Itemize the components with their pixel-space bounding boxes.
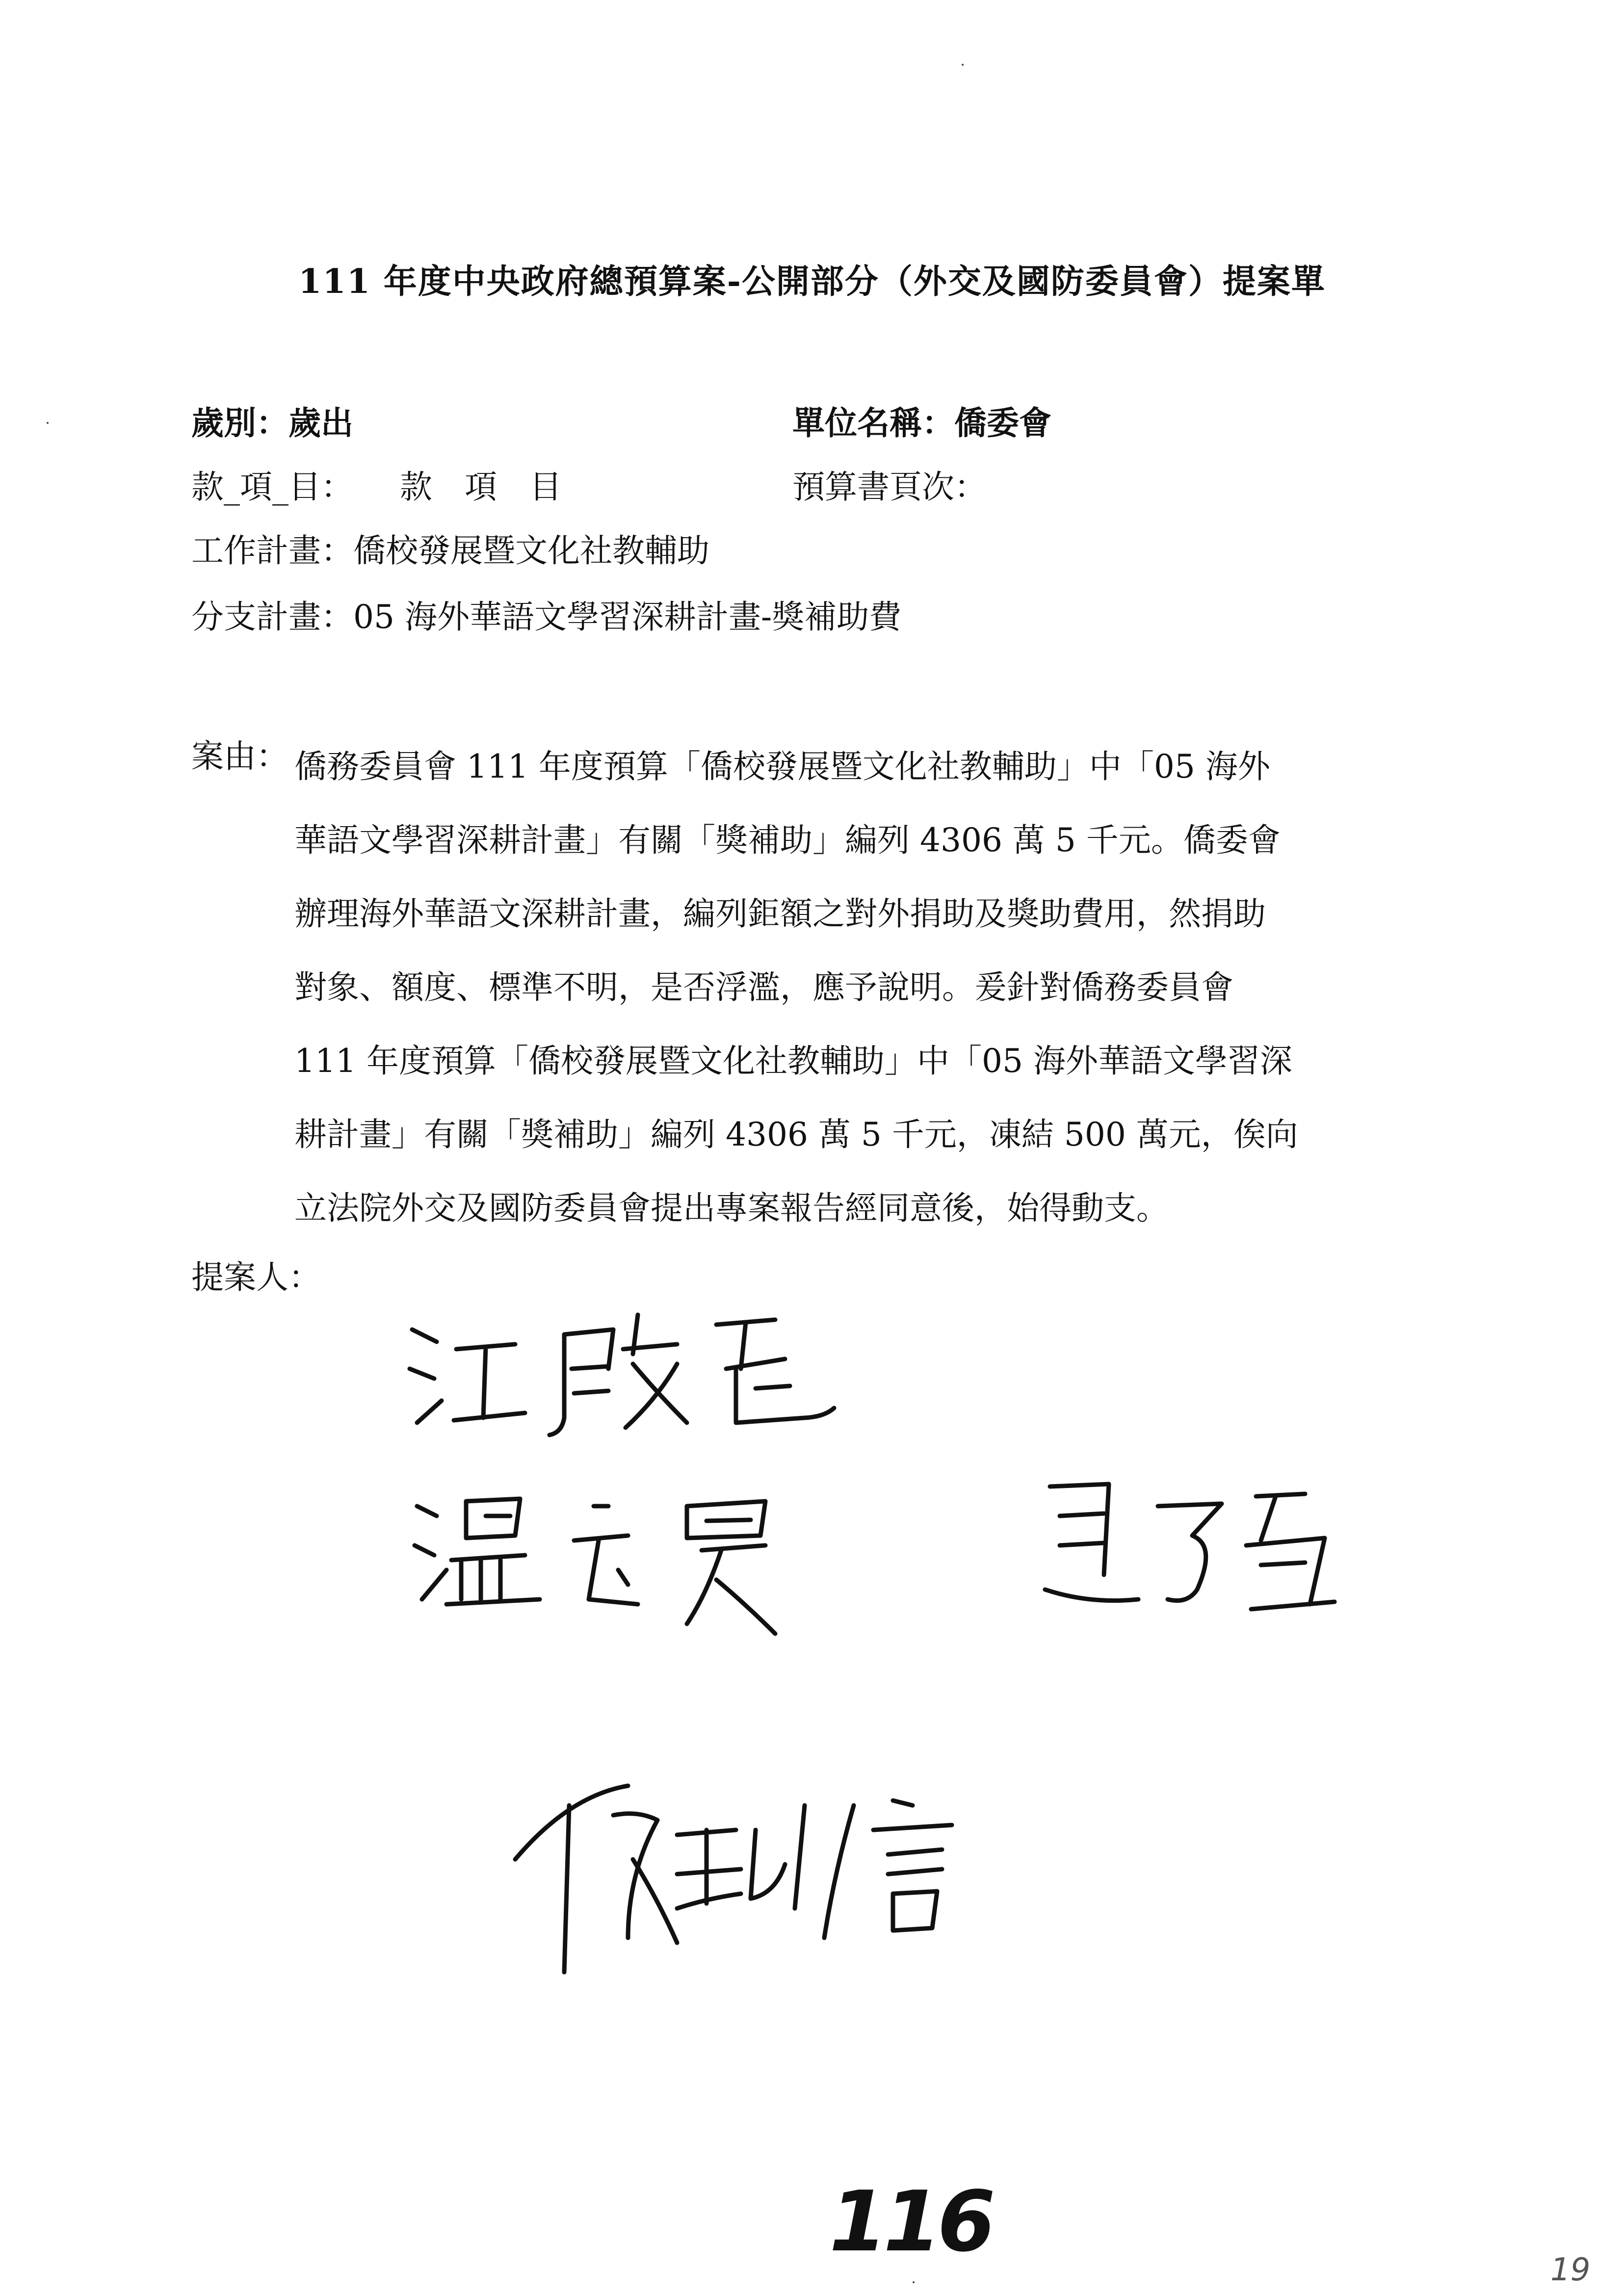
kxm-value: 款 項 目	[400, 468, 562, 506]
proposer-label: 提案人：	[191, 1258, 321, 1296]
kxm-label: 款_項_目：	[191, 468, 353, 506]
sub-plan-field: 分支計畫：05 海外華語文學習深耕計畫-獎補助費	[191, 598, 902, 636]
work-plan-field: 工作計畫：僑校發展暨文化社教輔助	[191, 532, 709, 570]
scan-speck	[962, 64, 964, 66]
signature-1	[402, 1295, 873, 1442]
signature-3	[1030, 1477, 1354, 1639]
page-number: 116	[829, 2173, 992, 2270]
corner-number: 19	[1550, 2252, 1591, 2288]
scan-speck	[47, 422, 49, 424]
reason-line: 立法院外交及國防委員會提出專案報告經同意後，始得動支。	[294, 1189, 1169, 1227]
reason-line: 111 年度預算「僑校發展暨文化社教輔助」中「05 海外華語文學習深	[294, 1042, 1292, 1080]
reason-line: 耕計畫」有關「獎補助」編列 4306 萬 5 千元，凍結 500 萬元，俟向	[294, 1116, 1298, 1153]
reason-line: 華語文學習深耕計畫」有關「獎補助」編列 4306 萬 5 千元。僑委會	[294, 821, 1281, 859]
reason-label: 案由：	[191, 737, 288, 775]
document-title: 111 年度中央政府總預算案-公開部分（外交及國防委員會）提案單	[298, 262, 1326, 301]
signature-4	[510, 1776, 1030, 1982]
unit-field: 單位名稱：僑委會	[792, 404, 1051, 442]
page-ref-field: 預算書頁次：	[792, 468, 987, 506]
scan-speck	[913, 2281, 915, 2283]
reason-line: 辦理海外華語文深耕計畫，編列鉅額之對外捐助及獎助費用，然捐助	[294, 895, 1266, 933]
category-field: 歲別：歲出	[191, 404, 353, 442]
reason-body	[294, 730, 1438, 1245]
reason-line: 僑務委員會 111 年度預算「僑校發展暨文化社教輔助」中「05 海外	[294, 748, 1270, 785]
signature-2	[412, 1477, 883, 1644]
reason-line: 對象、額度、標準不明，是否浮濫，應予說明。爰針對僑務委員會	[294, 968, 1233, 1006]
